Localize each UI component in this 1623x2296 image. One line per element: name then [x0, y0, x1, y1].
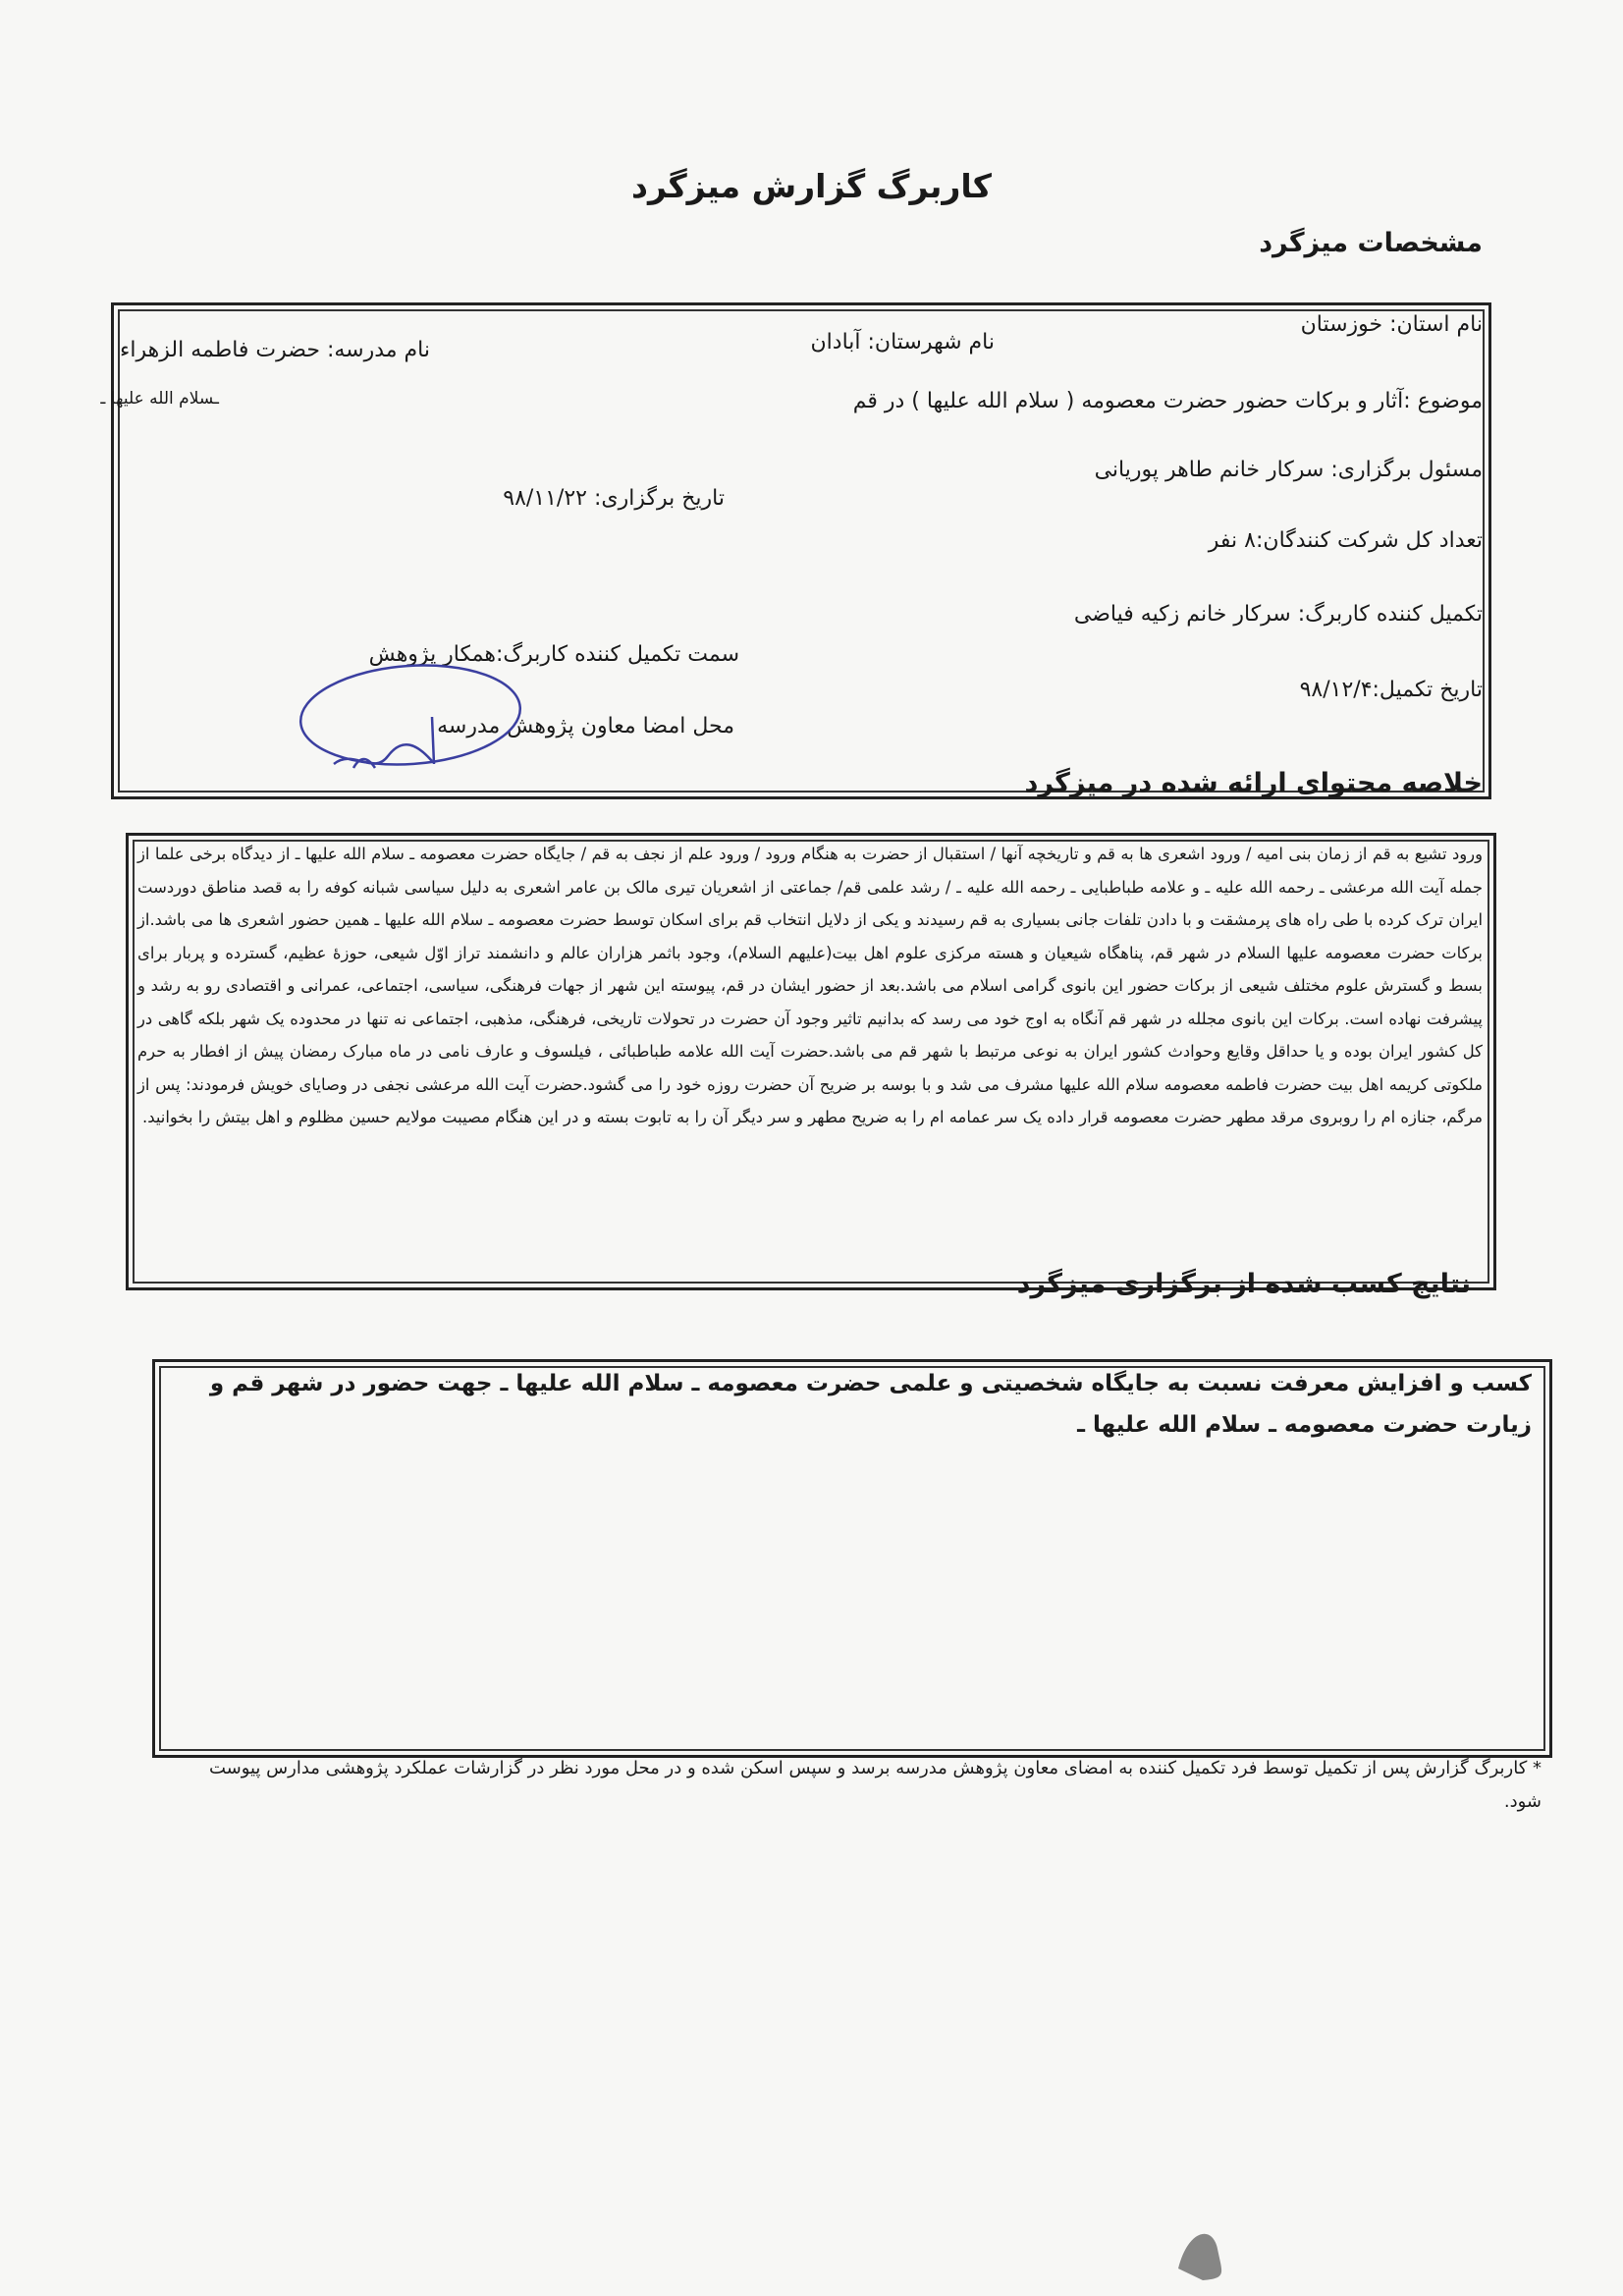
- completion-date-field: تاریخ تکمیل:۹۸/۱۲/۴: [1299, 678, 1483, 702]
- results-text: کسب و افزایش معرفت نسبت به جایگاه شخصیتی و علمی حضرت معصومه ـ سلام الله علیها ـ جهت حضور در شهر قم و زیارت حضرت معصومه ـ سلام الله علیها ـ: [209, 1371, 1532, 1438]
- ink-smudge: [1159, 2210, 1247, 2288]
- page-title: کاربرگ گزارش میزگرد: [631, 167, 992, 205]
- completer-role-field: سمت تکمیل کننده کاربرگ:همکار پژوهش: [368, 642, 739, 667]
- topic-field: موضوع :آثار و برکات حضور حضرت معصومه ( سلام الله علیها ) در قم: [852, 389, 1483, 413]
- specs-heading: مشخصات میزگرد: [1259, 228, 1483, 258]
- school-salutation: ـسلام الله علیها ـ: [100, 389, 219, 409]
- results-heading: نتایج کسب شده از برگزاری میزگرد: [1016, 1269, 1471, 1299]
- signature-mark: [295, 658, 530, 786]
- participants-field: تعداد کل شرکت کنندگان:۸ نفر: [1208, 528, 1483, 553]
- date-held-field: تاریخ برگزاری: ۹۸/۱۱/۲۲: [503, 486, 725, 511]
- completer-field: تکمیل کننده کاربرگ: سرکار خانم زکیه فیاضی: [1073, 602, 1483, 627]
- organizer-field: مسئول برگزاری: سرکار خانم طاهر پوریانی: [1094, 458, 1483, 482]
- city-field: نام شهرستان: آبادان: [810, 330, 995, 355]
- province-field: نام استان: خوزستان: [1300, 312, 1483, 337]
- summary-heading: خلاصه محتوای ارائه شده در میزگرد: [1024, 768, 1483, 798]
- summary-text: ورود تشیع به قم از زمان بنی امیه / ورود اشعری ها به قم و تاریخچه آنها / استقبال از حضرت به هنگام ورود / ورود علم از نجف به قم / جایگاه حضرت معصومه ـ سلام الله علیها ـ از دیدگاه برخی علما از جمله آیت الله مرعشی ـ رحمه الله علیه ـ و علامه طباطبایی ـ رحمه الله علیه ـ / رشد علمی قم/ جماعتی از اشعریان تیری مالک بن عامر اشعری به دلیل سیاسی شبانه کوفه را به قصد مناطق دوردست ایران ترک کرده با طی راه های پرمشقت و با دادن تلفات جانی بسیاری به قم رسیدند و یکی از دلایل انتخاب قم برای اسکان توسط حضرت معصومه ـ سلام الله علیها ـ همین حضور اشعری ها می باشد.از برکات حضرت معصومه علیها السلام در شهر قم، پناهگاه شیعیان و هسته مرکزی علوم اهل بیت(علیهم السلام)، وجود باثمر هزاران عالم و دانشمند تراز اوّل شیعی، حوزهٔ عظیم، گسترده و پربار برای بسط و گسترش علوم مختلف شیعی از برکات حضور این بانوی گرامی اسلام می باشد.بعد از حضور ایشان در قم، پیوسته این شهر از جهات فرهنگی، سیاسی، اجتماعی، عمرانی و اقتصادی رو به رشد و پیشرفت نهاده است. برکات این بانوی مجلله در شهر قم آنگاه به اوج خود می رسد که بدانیم تاثیر وجود آن حضرت در تحولات تاریخی، فرهنگی، مذهبی، اجتماعی نه تنها در محدوده یک شهر بلکه گاهی در کل کشور ایران بوده و یا حداقل وقایع وحوادث کشور ایران به نوعی مرتبط با شهر قم می باشد.حضرت آیت الله علامه طباطبائی ، فیلسوف و عارف نامی در ماه مبارک رمضان پیش از افطار به حرم ملکوتی کریمه اهل بیت حضرت فاطمه معصومه سلام الله علیها مشرف می شد و با بوسه بر ضریح آن حضرت روزه خود را می گشود.حضرت آیت الله مرعشی نجفی در وصایای خویش فرمودند: پس از مرگم، جنازه ام را روبروی مرقد مطهر حضرت معصومه قرار داده یک سر عمامه ام را به ضریح مطهر و سر دیگر آن را به تابوت بسته و در این هنگام مصیبت مولایم حسین مظلوم و اهل بیتش را بخوانید.: [137, 845, 1483, 1126]
- school-field: نام مدرسه: حضرت فاطمه الزهراء: [120, 338, 430, 362]
- signature-place-field: محل امضا معاون پژوهش مدرسه: [437, 714, 734, 738]
- footnote: * کاربرگ گزارش پس از تکمیل توسط فرد تکمیل کننده به امضای معاون پژوهش مدرسه برسد و سپس اسکن شده و در محل مورد نظر در گزارشات عملکرد پژوهشی مدارس پیوست شود.: [208, 1758, 1542, 1812]
